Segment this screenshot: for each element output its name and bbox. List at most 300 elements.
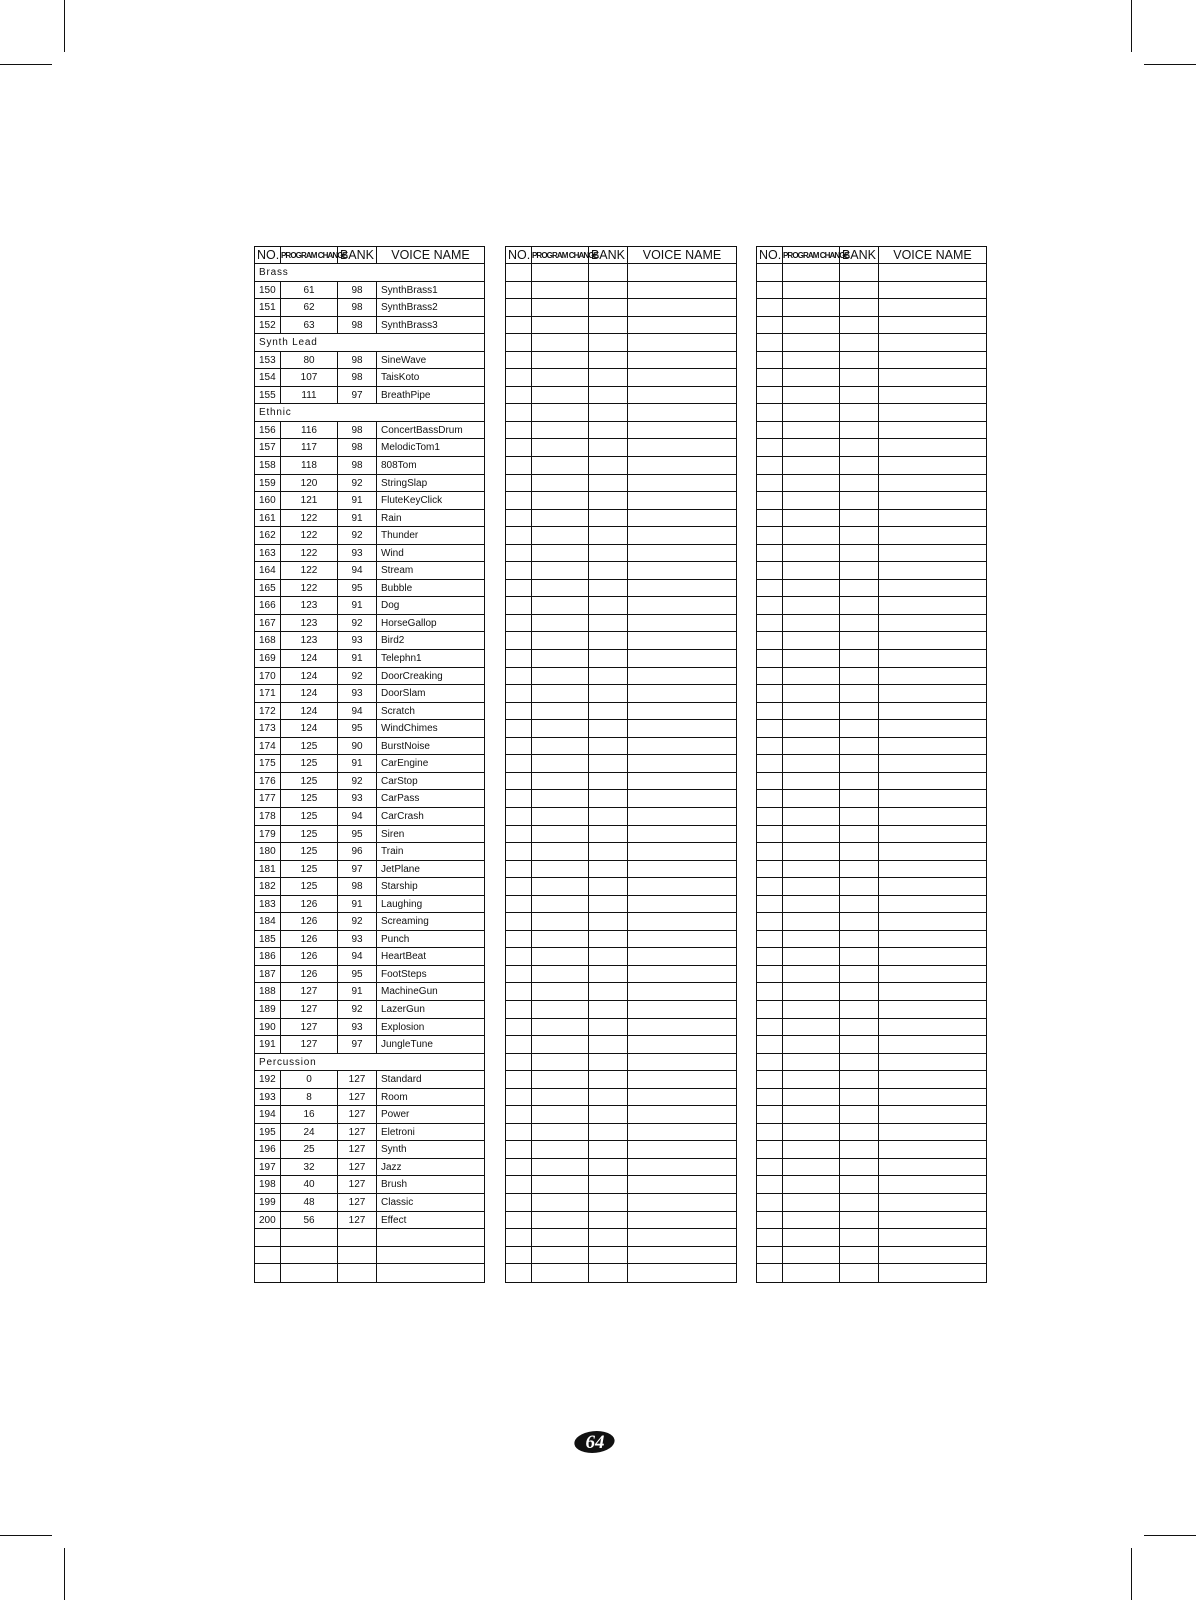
program-change: 127	[281, 1001, 338, 1018]
voice-number	[757, 1247, 783, 1264]
program-change	[783, 878, 840, 895]
table-row	[506, 650, 736, 668]
table-row	[506, 1141, 736, 1159]
bank	[840, 1176, 879, 1193]
table-row	[255, 1194, 484, 1212]
table-row	[757, 439, 986, 457]
table-row	[757, 317, 986, 335]
voice-name	[628, 1001, 736, 1018]
table-row	[255, 1071, 484, 1089]
voice-name	[879, 808, 986, 825]
table-row	[757, 475, 986, 493]
voice-name: JungleTune	[381, 1039, 433, 1051]
bank	[840, 562, 879, 579]
bank	[589, 282, 628, 299]
program-change: 80	[281, 352, 338, 369]
bank	[840, 1036, 879, 1053]
bank	[589, 1194, 628, 1211]
voice-name: LazerGun	[381, 1003, 425, 1015]
header-no: NO.	[508, 248, 531, 262]
program-change	[783, 1054, 840, 1071]
bank	[840, 966, 879, 983]
program-change	[532, 1001, 589, 1018]
voice-number	[757, 685, 783, 702]
bank	[840, 439, 879, 456]
bank	[589, 562, 628, 579]
voice-number	[757, 1001, 783, 1018]
voice-name	[628, 1124, 736, 1141]
program-change	[532, 580, 589, 597]
bank: 92	[338, 475, 377, 492]
voice-number	[757, 510, 783, 527]
table-row	[757, 1229, 986, 1247]
voice-number	[757, 931, 783, 948]
table-row	[506, 1229, 736, 1247]
program-change: 116	[281, 422, 338, 439]
program-change	[532, 1264, 589, 1282]
program-change	[783, 703, 840, 720]
voice-table-blank-middle	[505, 246, 737, 1283]
category-label: Ethnic	[259, 407, 292, 419]
category-heading	[255, 1054, 484, 1072]
program-change	[783, 475, 840, 492]
table-row	[757, 352, 986, 370]
program-change	[783, 755, 840, 772]
voice-name	[879, 422, 986, 439]
crop-mark-top-left-v	[64, 0, 65, 52]
bank: 94	[338, 948, 377, 965]
voice-number: 159	[255, 475, 281, 492]
program-change: 123	[281, 615, 338, 632]
voice-number	[757, 597, 783, 614]
table-row	[757, 1036, 986, 1054]
table-row	[757, 422, 986, 440]
voice-name	[628, 510, 736, 527]
table-row	[255, 317, 484, 335]
voice-name	[879, 580, 986, 597]
voice-number	[506, 1019, 532, 1036]
table-row	[255, 738, 484, 756]
voice-name	[628, 1194, 736, 1211]
voice-name	[628, 738, 736, 755]
voice-name	[628, 475, 736, 492]
program-change	[532, 1229, 589, 1246]
voice-number: 164	[255, 562, 281, 579]
voice-name	[628, 1159, 736, 1176]
voice-name	[628, 1054, 736, 1071]
voice-number: 179	[255, 826, 281, 843]
program-change	[532, 1054, 589, 1071]
voice-name	[879, 1089, 986, 1106]
program-change	[532, 913, 589, 930]
voice-name: Starship	[381, 881, 418, 893]
table-row	[506, 510, 736, 528]
bank	[840, 580, 879, 597]
voice-number	[506, 1036, 532, 1053]
table-row	[506, 1159, 736, 1177]
voice-name	[879, 632, 986, 649]
voice-number	[506, 983, 532, 1000]
table-row	[255, 369, 484, 387]
table-row	[506, 738, 736, 756]
bank	[840, 1124, 879, 1141]
table-row	[255, 773, 484, 791]
voice-name	[879, 317, 986, 334]
program-change: 40	[281, 1176, 338, 1193]
crop-mark-top-right-v	[1131, 0, 1132, 52]
program-change	[783, 632, 840, 649]
bank	[589, 1089, 628, 1106]
program-change	[532, 755, 589, 772]
voice-table-filled	[254, 246, 485, 1283]
program-change	[532, 685, 589, 702]
category-label: Percussion	[259, 1056, 317, 1068]
voice-name	[879, 703, 986, 720]
voice-name	[628, 913, 736, 930]
table-row	[506, 1054, 736, 1072]
bank: 92	[338, 615, 377, 632]
bank: 93	[338, 790, 377, 807]
table-row	[757, 861, 986, 879]
voice-name	[879, 913, 986, 930]
voice-number	[757, 1124, 783, 1141]
table-row	[255, 843, 484, 861]
voice-number	[506, 510, 532, 527]
voice-number	[757, 1176, 783, 1193]
voice-number	[757, 632, 783, 649]
voice-number	[757, 369, 783, 386]
category-label: Brass	[259, 267, 289, 278]
voice-number	[506, 475, 532, 492]
table-row	[255, 1089, 484, 1107]
voice-number: 178	[255, 808, 281, 825]
program-change: 25	[281, 1141, 338, 1158]
table-row	[255, 983, 484, 1001]
table-row	[757, 878, 986, 896]
voice-number	[757, 1019, 783, 1036]
program-change	[783, 264, 840, 281]
program-change	[532, 492, 589, 509]
voice-number	[757, 1212, 783, 1229]
bank	[840, 510, 879, 527]
bank	[840, 1141, 879, 1158]
bank: 127	[338, 1071, 377, 1088]
voice-name	[377, 1264, 484, 1282]
bank: 127	[338, 1089, 377, 1106]
bank	[589, 597, 628, 614]
voice-number: 158	[255, 457, 281, 474]
program-change	[783, 1194, 840, 1211]
bank	[589, 1036, 628, 1053]
voice-number	[757, 422, 783, 439]
voice-number	[757, 948, 783, 965]
program-change	[532, 1124, 589, 1141]
program-change: 123	[281, 632, 338, 649]
table-row	[255, 422, 484, 440]
voice-name: Synth	[381, 1144, 407, 1156]
table-header	[255, 247, 484, 264]
table-row	[506, 492, 736, 510]
bank	[589, 703, 628, 720]
voice-name: Dog	[381, 600, 400, 612]
table-row	[757, 808, 986, 826]
voice-name	[628, 755, 736, 772]
voice-number: 189	[255, 1001, 281, 1018]
program-change: 127	[281, 983, 338, 1000]
table-row	[255, 492, 484, 510]
voice-name: FluteKeyClick	[381, 495, 443, 507]
program-change	[532, 334, 589, 351]
table-row	[255, 457, 484, 475]
table-row	[506, 913, 736, 931]
program-change	[532, 387, 589, 404]
program-change	[532, 369, 589, 386]
voice-name	[879, 738, 986, 755]
table-row	[757, 755, 986, 773]
program-change	[783, 317, 840, 334]
bank	[589, 896, 628, 913]
voice-number	[506, 457, 532, 474]
program-change	[532, 1106, 589, 1123]
bank	[589, 1229, 628, 1246]
table-row	[506, 983, 736, 1001]
voice-number: 192	[255, 1071, 281, 1088]
voice-number: 170	[255, 668, 281, 685]
voice-number	[757, 580, 783, 597]
voice-number	[506, 387, 532, 404]
voice-name	[879, 1212, 986, 1229]
program-change	[532, 1194, 589, 1211]
voice-name	[879, 1176, 986, 1193]
program-change	[532, 1089, 589, 1106]
program-change	[532, 703, 589, 720]
table-row	[757, 562, 986, 580]
table-row	[506, 861, 736, 879]
voice-name: HeartBeat	[381, 951, 427, 963]
bank	[589, 720, 628, 737]
bank	[840, 1019, 879, 1036]
table-row	[255, 896, 484, 914]
voice-number	[757, 1194, 783, 1211]
program-change	[532, 878, 589, 895]
table-row	[757, 1001, 986, 1019]
program-change	[532, 597, 589, 614]
bank: 95	[338, 966, 377, 983]
voice-name	[628, 527, 736, 544]
bank: 98	[338, 457, 377, 474]
voice-number: 188	[255, 983, 281, 1000]
table-row	[506, 1264, 736, 1282]
voice-name	[879, 861, 986, 878]
bank: 127	[338, 1159, 377, 1176]
table-row	[757, 1247, 986, 1265]
bank	[589, 299, 628, 316]
program-change: 122	[281, 527, 338, 544]
voice-number: 182	[255, 878, 281, 895]
voice-name	[879, 492, 986, 509]
bank	[840, 738, 879, 755]
program-change: 125	[281, 826, 338, 843]
bank	[840, 1001, 879, 1018]
header-bank: BANK	[338, 247, 377, 263]
voice-number: 152	[255, 317, 281, 334]
bank: 92	[338, 773, 377, 790]
table-row	[506, 1247, 736, 1265]
bank	[589, 808, 628, 825]
voice-number	[506, 1229, 532, 1246]
bank: 91	[338, 650, 377, 667]
voice-name	[628, 299, 736, 316]
program-change: 56	[281, 1212, 338, 1229]
voice-number	[757, 615, 783, 632]
voice-name	[879, 878, 986, 895]
table-row	[757, 334, 986, 352]
voice-number: 150	[255, 282, 281, 299]
program-change: 62	[281, 299, 338, 316]
voice-number: 186	[255, 948, 281, 965]
bank: 98	[338, 439, 377, 456]
table-row	[255, 966, 484, 984]
bank	[840, 668, 879, 685]
table-row	[255, 1141, 484, 1159]
voice-name	[879, 527, 986, 544]
voice-name	[879, 1001, 986, 1018]
program-change: 125	[281, 738, 338, 755]
bank: 96	[338, 843, 377, 860]
voice-number	[757, 475, 783, 492]
voice-number	[757, 790, 783, 807]
table-row	[506, 580, 736, 598]
voice-name	[628, 720, 736, 737]
voice-name: FootSteps	[381, 968, 427, 980]
table-row	[757, 738, 986, 756]
voice-name	[628, 843, 736, 860]
table-row	[506, 878, 736, 896]
voice-name	[879, 790, 986, 807]
program-change: 122	[281, 580, 338, 597]
voice-name	[628, 878, 736, 895]
program-change: 127	[281, 1036, 338, 1053]
bank: 127	[338, 1124, 377, 1141]
bank	[840, 826, 879, 843]
header-bank: BANK	[840, 247, 879, 263]
bank	[589, 1124, 628, 1141]
voice-name	[628, 1089, 736, 1106]
voice-name: DoorCreaking	[381, 670, 443, 682]
program-change	[532, 282, 589, 299]
program-change	[783, 1036, 840, 1053]
table-row	[506, 826, 736, 844]
bank	[840, 1247, 879, 1264]
voice-number: 160	[255, 492, 281, 509]
table-row	[757, 1089, 986, 1107]
voice-name	[628, 615, 736, 632]
program-change: 63	[281, 317, 338, 334]
program-change	[532, 422, 589, 439]
bank	[589, 387, 628, 404]
header-program-change: PROGRAM CHANGE	[783, 247, 840, 263]
voice-name	[879, 615, 986, 632]
voice-name: Standard	[381, 1074, 422, 1086]
table-row	[255, 790, 484, 808]
voice-name: SynthBrass2	[381, 302, 438, 314]
voice-number: 185	[255, 931, 281, 948]
bank	[589, 352, 628, 369]
program-change: 118	[281, 457, 338, 474]
voice-name	[377, 1229, 484, 1246]
voice-number	[506, 808, 532, 825]
bank: 94	[338, 703, 377, 720]
table-row	[506, 1106, 736, 1124]
table-row	[255, 1212, 484, 1230]
voice-number	[506, 1176, 532, 1193]
voice-name	[879, 1194, 986, 1211]
voice-name	[879, 1141, 986, 1158]
table-row	[255, 755, 484, 773]
bank: 127	[338, 1106, 377, 1123]
bank	[840, 1194, 879, 1211]
voice-name: CarCrash	[381, 810, 424, 822]
header-bank: BANK	[589, 247, 628, 263]
voice-number	[506, 931, 532, 948]
table-row	[255, 1001, 484, 1019]
voice-name	[628, 650, 736, 667]
voice-number: 165	[255, 580, 281, 597]
program-change: 125	[281, 755, 338, 772]
table-row	[255, 650, 484, 668]
voice-number	[757, 299, 783, 316]
program-change	[783, 562, 840, 579]
voice-name: JetPlane	[381, 863, 420, 875]
voice-number	[506, 1141, 532, 1158]
program-change	[532, 1247, 589, 1264]
crop-mark-top-left-h	[0, 64, 52, 65]
program-change: 0	[281, 1071, 338, 1088]
program-change	[532, 264, 589, 281]
bank	[589, 422, 628, 439]
voice-number	[506, 369, 532, 386]
voice-name	[879, 720, 986, 737]
voice-number	[255, 1229, 281, 1246]
table-row	[757, 1159, 986, 1177]
program-change	[783, 861, 840, 878]
voice-number	[757, 492, 783, 509]
bank: 92	[338, 668, 377, 685]
table-row	[255, 703, 484, 721]
voice-number	[757, 1229, 783, 1246]
voice-name	[879, 1054, 986, 1071]
voice-number: 173	[255, 720, 281, 737]
category-label: Synth Lead	[259, 337, 318, 349]
voice-number	[506, 1106, 532, 1123]
voice-name	[879, 1159, 986, 1176]
bank	[589, 861, 628, 878]
table-row	[506, 843, 736, 861]
bank: 93	[338, 632, 377, 649]
bank	[589, 317, 628, 334]
program-change	[532, 738, 589, 755]
bank	[589, 843, 628, 860]
voice-number	[506, 650, 532, 667]
program-change	[281, 1229, 338, 1246]
voice-name	[879, 475, 986, 492]
voice-number	[506, 317, 532, 334]
voice-number	[506, 685, 532, 702]
program-change	[783, 282, 840, 299]
voice-number	[506, 352, 532, 369]
bank: 95	[338, 826, 377, 843]
table-row	[506, 404, 736, 422]
